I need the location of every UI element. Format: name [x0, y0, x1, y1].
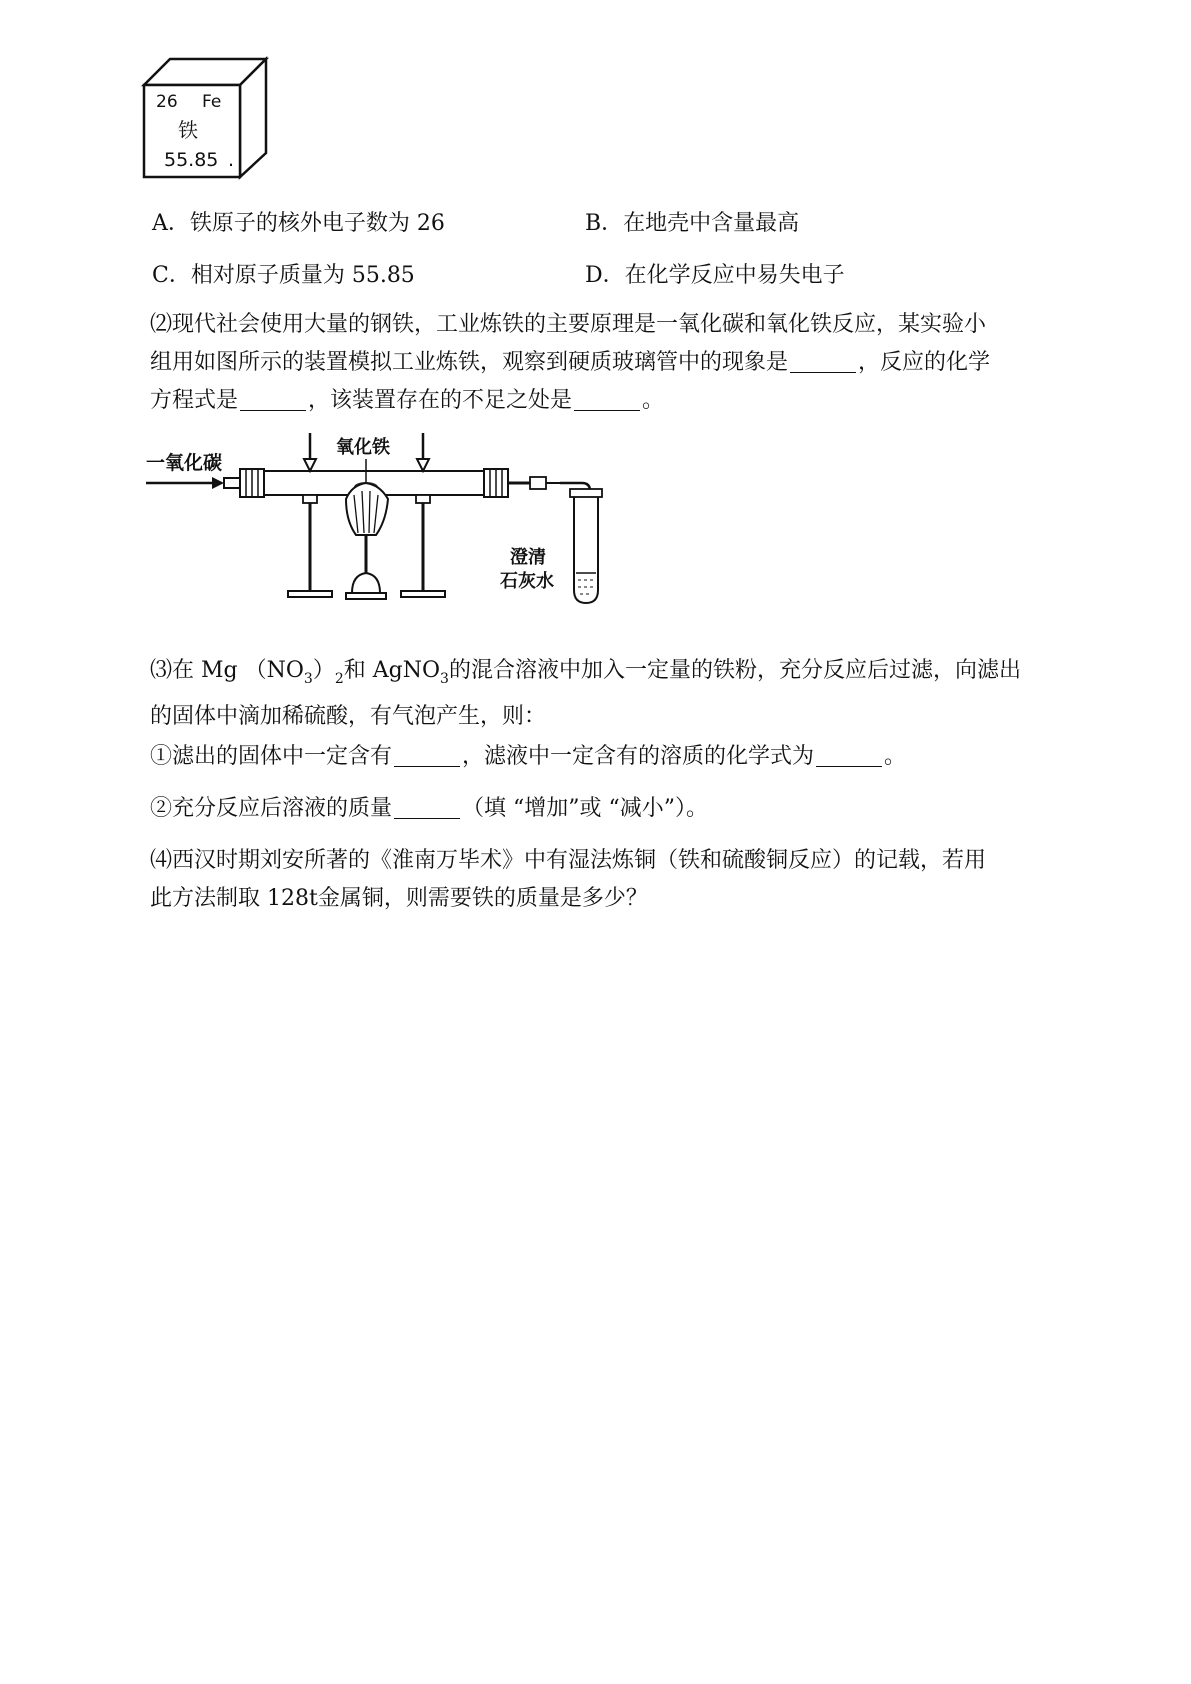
q2-line-2-text-a: 组用如图所示的装置模拟工业炼铁，观察到硬质玻璃管中的现象是: [150, 350, 789, 375]
q3-text-1d: 的混合溶液中加入一定量的铁粉，充分反应后过滤，向滤出: [448, 658, 1021, 683]
q3-text-1c: 和 AgNO: [343, 658, 441, 683]
limewater-label-line-1: 澄清: [510, 547, 546, 568]
question-3: [150, 652, 1070, 736]
question-2: [150, 306, 1070, 420]
q3-sub1-text-a: ①滤出的固体中一定含有: [150, 744, 393, 769]
q3-line-1: [150, 652, 1070, 698]
q2-line-1: ⑵现代社会使用大量的钢铁，工业炼铁的主要原理是一氧化碳和氧化铁反应，某实验小: [150, 312, 987, 337]
answer-blank: [240, 388, 306, 411]
q3-sub-3: 3: [440, 671, 449, 687]
q4-line-1: ⑷西汉时期刘安所著的《淮南万毕术》中有湿法炼铜（铁和硫酸铜反应）的记载，若用: [150, 848, 987, 873]
q2-line-3-text-b: ，该装置存在的不足之处是: [308, 388, 573, 413]
q3-sub2-text-b: （填 “增加”或 “减小”）。: [462, 796, 708, 821]
answer-blank: [790, 350, 856, 373]
q3-subquestion-2: [150, 790, 1070, 828]
tile-dot: .: [228, 149, 235, 171]
option-b: B．在地壳中含量最高: [585, 211, 800, 236]
option-a: A．铁原子的核外电子数为 26: [152, 211, 445, 236]
q2-line-2-text-b: ，反应的化学: [858, 350, 991, 375]
q3-sub-1: 3: [303, 671, 313, 687]
q2-line-3-text-a: 方程式是: [150, 388, 239, 413]
limewater-label-line-2: 石灰水: [500, 571, 554, 592]
q2-line-3: [150, 382, 1070, 420]
answer-blank: [816, 744, 882, 767]
q3-subquestion-1: [150, 738, 1070, 776]
q3-sub2-text-a: ②充分反应后溶液的质量: [150, 796, 393, 821]
element-name: 铁: [178, 118, 198, 142]
question-4: [150, 842, 1070, 918]
element-symbol: Fe: [202, 92, 222, 112]
q3-sub1-text-b: ，滤液中一定含有的溶质的化学式为: [462, 744, 815, 769]
option-d: D．在化学反应中易失电子: [585, 263, 845, 288]
q3-line-2: 的固体中滴加稀硫酸，有气泡产生，则：: [150, 704, 547, 729]
q3-sub1-text-c: 。: [884, 744, 907, 769]
atomic-number: 26: [156, 92, 178, 112]
answer-blank: [394, 796, 460, 819]
q4-line-2: 此方法制取 128t金属铜，则需要铁的质量是多少？: [150, 886, 648, 911]
q3-text-1a: ⑶在 Mg （NO: [150, 658, 304, 683]
q2-line-3-text-c: 。: [642, 388, 665, 413]
iron-smelting-apparatus-diagram: [140, 425, 620, 610]
option-c: C．相对原子质量为 55.85: [152, 263, 415, 288]
answer-blank: [574, 388, 640, 411]
atomic-mass: 55.85: [164, 149, 219, 171]
fe2o3-label: 氧化铁: [336, 437, 390, 458]
q3-sub-2: 2: [334, 671, 344, 687]
q2-line-2: [150, 344, 1070, 382]
q3-text-1b: ）: [312, 658, 335, 683]
answer-blank: [394, 744, 460, 767]
co-label: 一氧化碳: [146, 452, 223, 474]
iron-element-tile: [140, 55, 270, 180]
